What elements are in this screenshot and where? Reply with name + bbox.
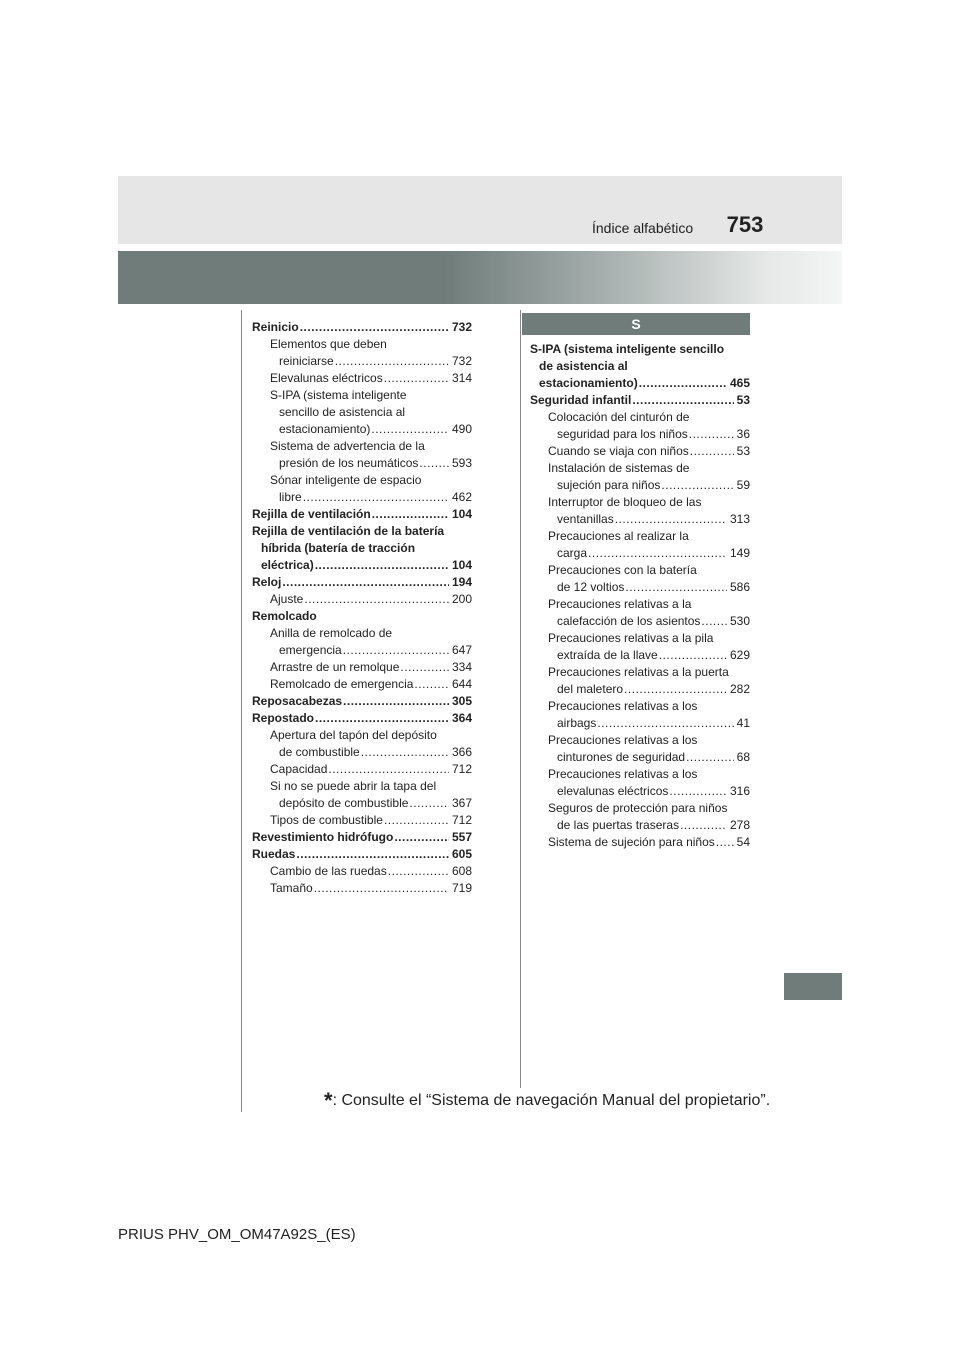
index-entry xyxy=(252,387,472,438)
index-entry-line xyxy=(270,761,472,778)
index-entry-line xyxy=(270,863,472,880)
dot-leader xyxy=(686,749,734,766)
index-entry-line xyxy=(548,511,750,528)
index-entry xyxy=(252,676,472,693)
dot-leader xyxy=(597,715,733,732)
dot-leader xyxy=(303,489,449,506)
index-entry xyxy=(530,443,750,460)
entry-text: S-IPA (sistema inteligente sencillo xyxy=(530,342,725,356)
index-entry xyxy=(530,698,750,732)
dot-leader xyxy=(669,783,727,800)
index-entry-line xyxy=(548,817,750,834)
dot-leader xyxy=(328,761,449,778)
footnote-marker: * xyxy=(324,1088,333,1113)
index-entry-line xyxy=(252,540,472,557)
index-entry xyxy=(252,336,472,370)
entry-text: de asistencia al xyxy=(539,359,628,373)
page-reference: 605 xyxy=(451,847,472,861)
page-reference: 367 xyxy=(451,796,472,810)
entry-text: Tamaño xyxy=(270,881,313,895)
index-entry-line xyxy=(270,336,472,353)
page-reference: 53 xyxy=(736,444,750,458)
index-entry xyxy=(252,727,472,761)
index-entry-line xyxy=(548,732,750,749)
index-entry-line xyxy=(548,749,750,766)
entry-text: Revestimiento hidrófugo xyxy=(252,830,394,844)
index-entry-line xyxy=(548,664,750,681)
index-entry-line xyxy=(270,676,472,693)
index-entry xyxy=(252,710,472,727)
index-entry-line xyxy=(252,557,472,574)
index-entry-line xyxy=(530,392,750,409)
index-entry-line xyxy=(530,375,750,392)
index-entry-line xyxy=(252,574,472,591)
entry-text: Precauciones con la batería xyxy=(548,563,697,577)
entry-text: Reposacabezas xyxy=(252,694,343,708)
entry-text: sencillo de asistencia al xyxy=(279,405,406,419)
index-entry xyxy=(252,812,472,829)
page-reference: 366 xyxy=(451,745,472,759)
index-entry-line xyxy=(270,659,472,676)
index-entry-line xyxy=(548,460,750,477)
page-reference: 462 xyxy=(451,490,472,504)
page-reference: 490 xyxy=(451,422,472,436)
index-entry xyxy=(530,630,750,664)
entry-text: airbags xyxy=(557,716,597,730)
index-entry-line xyxy=(548,579,750,596)
index-column-right xyxy=(530,341,750,851)
index-entry xyxy=(252,846,472,863)
index-entry-line xyxy=(530,341,750,358)
dot-leader xyxy=(615,511,727,528)
footnote-text: : Consulte el “Sistema de navegación Manual del propietario”. xyxy=(332,1092,771,1109)
dot-leader xyxy=(343,642,449,659)
page-reference: 316 xyxy=(729,784,750,798)
page-reference: 557 xyxy=(451,830,472,844)
dot-leader xyxy=(659,647,727,664)
entry-text: híbrida (batería de tracción xyxy=(261,541,416,555)
entry-text: Cambio de las ruedas xyxy=(270,864,387,878)
entry-text: Anilla de remolcado de xyxy=(270,626,393,640)
entry-text: Elevalunas eléctricos xyxy=(270,371,383,385)
page-reference: 719 xyxy=(451,881,472,895)
index-entry-line xyxy=(548,715,750,732)
entry-text: Repostado xyxy=(252,711,315,725)
index-entry-line xyxy=(270,421,472,438)
page-reference: 305 xyxy=(451,694,472,708)
index-entry-line xyxy=(530,358,750,375)
entry-text: estacionamiento) xyxy=(279,422,371,436)
entry-text: Precauciones relativas a los xyxy=(548,733,698,747)
page-reference: 608 xyxy=(451,864,472,878)
page-reference: 59 xyxy=(736,478,750,492)
entry-text: S-IPA (sistema inteligente xyxy=(270,388,407,402)
dot-leader xyxy=(314,880,449,897)
entry-text: Arrastre de un remolque xyxy=(270,660,400,674)
entry-text: Sónar inteligente de espacio xyxy=(270,473,422,487)
entry-text: de 12 voltios xyxy=(557,580,625,594)
index-entry-line xyxy=(252,710,472,727)
page-reference: 530 xyxy=(729,614,750,628)
page-reference: 104 xyxy=(451,507,472,521)
entry-text: Precauciones al realizar la xyxy=(548,529,689,543)
page-reference: 644 xyxy=(451,677,472,691)
index-entry-line xyxy=(548,545,750,562)
index-entry-line xyxy=(548,647,750,664)
dot-leader xyxy=(371,421,449,438)
entry-text: de combustible xyxy=(279,745,360,759)
column-divider-left xyxy=(241,310,242,1112)
index-entry-line xyxy=(548,681,750,698)
page-reference: 712 xyxy=(451,762,472,776)
dot-leader xyxy=(315,557,449,574)
footnote xyxy=(324,1088,770,1114)
entry-text: Precauciones relativas a los xyxy=(548,699,698,713)
page-reference: 732 xyxy=(451,320,472,334)
index-entry xyxy=(530,528,750,562)
dot-leader xyxy=(639,375,727,392)
index-entry xyxy=(252,591,472,608)
entry-text: ventanillas xyxy=(557,512,614,526)
index-entry-line xyxy=(252,608,472,625)
entry-text: Reinicio xyxy=(252,320,299,334)
index-entry xyxy=(530,834,750,851)
dot-leader xyxy=(315,710,449,727)
entry-text: seguridad para los niños xyxy=(557,427,688,441)
dot-leader xyxy=(625,579,727,596)
entry-text: Remolcado de emergencia xyxy=(270,677,414,691)
page-reference: 68 xyxy=(736,750,750,764)
entry-text: cinturones de seguridad xyxy=(557,750,686,764)
index-column-left xyxy=(252,319,472,897)
entry-text: sujeción para niños xyxy=(557,478,661,492)
index-entry xyxy=(252,625,472,659)
page-reference: 282 xyxy=(729,682,750,696)
page-reference: 647 xyxy=(451,643,472,657)
page-reference: 314 xyxy=(451,371,472,385)
entry-text: Precauciones relativas a la pila xyxy=(548,631,714,645)
index-entry xyxy=(530,732,750,766)
index-entry xyxy=(252,506,472,523)
entry-text: carga xyxy=(557,546,588,560)
index-entry-line xyxy=(548,613,750,630)
index-entry xyxy=(530,800,750,834)
decorative-band xyxy=(118,251,842,304)
entry-text: Si no se puede abrir la tapa del xyxy=(270,779,437,793)
index-entry-line xyxy=(270,642,472,659)
index-entry-line xyxy=(252,693,472,710)
page-reference: 364 xyxy=(451,711,472,725)
index-entry-line xyxy=(548,477,750,494)
index-entry xyxy=(252,693,472,710)
index-entry xyxy=(530,664,750,698)
column-divider-middle xyxy=(520,310,521,1088)
index-entry xyxy=(252,659,472,676)
index-entry-line xyxy=(548,528,750,545)
page-reference: 200 xyxy=(451,592,472,606)
dot-leader xyxy=(661,477,733,494)
index-entry-line xyxy=(252,523,472,540)
index-entry-line xyxy=(270,778,472,795)
entry-text: extraída de la llave xyxy=(557,648,658,662)
dot-leader xyxy=(384,370,449,387)
document-code: PRIUS PHV_OM_OM47A92S_(ES) xyxy=(118,1226,356,1243)
page-reference: 586 xyxy=(729,580,750,594)
dot-leader xyxy=(680,817,727,834)
entry-text: Sistema de advertencia de la xyxy=(270,439,425,453)
dot-leader xyxy=(394,829,449,846)
dot-leader xyxy=(300,319,449,336)
dot-leader xyxy=(588,545,727,562)
index-entry-line xyxy=(270,353,472,370)
index-entry-line xyxy=(270,370,472,387)
entry-text: Rejilla de ventilación xyxy=(252,507,371,521)
entry-text: Sistema de sujeción para niños xyxy=(548,835,715,849)
index-entry-line xyxy=(270,727,472,744)
dot-leader xyxy=(632,392,733,409)
index-entry xyxy=(530,766,750,800)
index-entry xyxy=(252,863,472,880)
index-entry-line xyxy=(548,562,750,579)
index-entry-line xyxy=(270,625,472,642)
letter-header-s: S xyxy=(522,313,750,335)
index-entry-line xyxy=(270,591,472,608)
dot-leader xyxy=(361,744,449,761)
dot-leader xyxy=(343,693,449,710)
entry-text: Precauciones relativas a los xyxy=(548,767,698,781)
entry-text: Instalación de sistemas de xyxy=(548,461,690,475)
index-entry xyxy=(252,319,472,336)
index-entry xyxy=(252,370,472,387)
page-reference: 36 xyxy=(736,427,750,441)
dot-leader xyxy=(296,846,449,863)
index-entry xyxy=(252,523,472,574)
dot-leader xyxy=(388,863,449,880)
page-number: 753 xyxy=(726,212,764,237)
index-entry-line xyxy=(270,387,472,404)
page-reference: 732 xyxy=(451,354,472,368)
index-entry xyxy=(252,761,472,778)
dot-leader xyxy=(335,353,449,370)
dot-leader xyxy=(624,681,727,698)
index-entry-line xyxy=(548,494,750,511)
entry-text: Seguros de protección para niños xyxy=(548,801,728,815)
entry-text: Rejilla de ventilación de la batería xyxy=(252,524,445,538)
index-entry-line xyxy=(270,489,472,506)
page-reference: 593 xyxy=(451,456,472,470)
dot-leader xyxy=(414,676,449,693)
entry-text: Precauciones relativas a la xyxy=(548,597,692,611)
index-entry-line xyxy=(270,472,472,489)
index-entry-line xyxy=(548,409,750,426)
section-title: Índice alfabético xyxy=(592,220,694,236)
index-entry-line xyxy=(548,630,750,647)
index-entry-line xyxy=(548,596,750,613)
page-reference: 194 xyxy=(451,575,472,589)
index-entry-line xyxy=(252,846,472,863)
page-reference: 41 xyxy=(736,716,750,730)
index-entry-line xyxy=(270,404,472,421)
entry-text: Capacidad xyxy=(270,762,328,776)
entry-text: del maletero xyxy=(557,682,624,696)
dot-leader xyxy=(409,795,449,812)
dot-leader xyxy=(400,659,449,676)
entry-text: Ruedas xyxy=(252,847,296,861)
dot-leader xyxy=(689,426,734,443)
index-entry-line xyxy=(548,800,750,817)
index-entry-line xyxy=(252,506,472,523)
entry-text: Remolcado xyxy=(252,609,317,623)
index-entry xyxy=(252,472,472,506)
index-entry xyxy=(252,778,472,812)
page-reference: 104 xyxy=(451,558,472,572)
entry-text: eléctrica) xyxy=(261,558,314,572)
dot-leader xyxy=(282,574,449,591)
dot-leader xyxy=(716,834,734,851)
index-entry xyxy=(530,409,750,443)
entry-text: Tipos de combustible xyxy=(270,813,383,827)
index-entry xyxy=(252,880,472,897)
dot-leader xyxy=(419,455,449,472)
page-reference: 712 xyxy=(451,813,472,827)
page-reference: 334 xyxy=(451,660,472,674)
entry-text: calefacción de los asientos xyxy=(557,614,701,628)
index-entry-line xyxy=(548,443,750,460)
index-entry-line xyxy=(548,834,750,851)
entry-text: Elementos que deben xyxy=(270,337,387,351)
index-entry-line xyxy=(270,812,472,829)
index-entry-line xyxy=(548,783,750,800)
page-reference: 54 xyxy=(736,835,750,849)
index-entry xyxy=(530,392,750,409)
index-entry-line xyxy=(548,698,750,715)
entry-text: Precauciones relativas a la puerta xyxy=(548,665,729,679)
entry-text: Colocación del cinturón de xyxy=(548,410,690,424)
index-entry xyxy=(252,574,472,591)
chapter-side-tab xyxy=(784,973,842,1000)
entry-text: estacionamiento) xyxy=(539,376,638,390)
index-entry xyxy=(530,596,750,630)
index-entry-line xyxy=(548,426,750,443)
dot-leader xyxy=(690,443,734,460)
index-entry xyxy=(530,460,750,494)
index-entry xyxy=(530,562,750,596)
page-reference: 465 xyxy=(729,376,750,390)
index-entry-line xyxy=(270,880,472,897)
page-reference: 53 xyxy=(736,393,750,407)
entry-text: reiniciarse xyxy=(279,354,334,368)
page-reference: 313 xyxy=(729,512,750,526)
entry-text: Apertura del tapón del depósito xyxy=(270,728,437,742)
index-entry xyxy=(252,608,472,625)
entry-text: libre xyxy=(279,490,302,504)
dot-leader xyxy=(384,812,449,829)
index-entry xyxy=(530,494,750,528)
index-entry-line xyxy=(252,319,472,336)
entry-text: Interruptor de bloqueo de las xyxy=(548,495,702,509)
page-reference: 278 xyxy=(729,818,750,832)
page-reference: 629 xyxy=(729,648,750,662)
entry-text: presión de los neumáticos xyxy=(279,456,419,470)
index-entry xyxy=(530,341,750,392)
page-reference: 149 xyxy=(729,546,750,560)
index-entry xyxy=(252,438,472,472)
entry-text: elevalunas eléctricos xyxy=(557,784,669,798)
entry-text: Reloj xyxy=(252,575,282,589)
entry-text: emergencia xyxy=(279,643,342,657)
dot-leader xyxy=(304,591,449,608)
index-entry-line xyxy=(270,438,472,455)
entry-text: Cuando se viaja con niños xyxy=(548,444,689,458)
entry-text: Seguridad infantil xyxy=(530,393,632,407)
entry-text: depósito de combustible xyxy=(279,796,409,810)
index-entry-line xyxy=(270,795,472,812)
index-entry-line xyxy=(252,829,472,846)
entry-text: Ajuste xyxy=(270,592,304,606)
index-entry-line xyxy=(548,766,750,783)
dot-leader xyxy=(701,613,727,630)
index-entry-line xyxy=(270,744,472,761)
index-entry-line xyxy=(270,455,472,472)
dot-leader xyxy=(372,506,449,523)
entry-text: de las puertas traseras xyxy=(557,818,680,832)
index-entry xyxy=(252,829,472,846)
